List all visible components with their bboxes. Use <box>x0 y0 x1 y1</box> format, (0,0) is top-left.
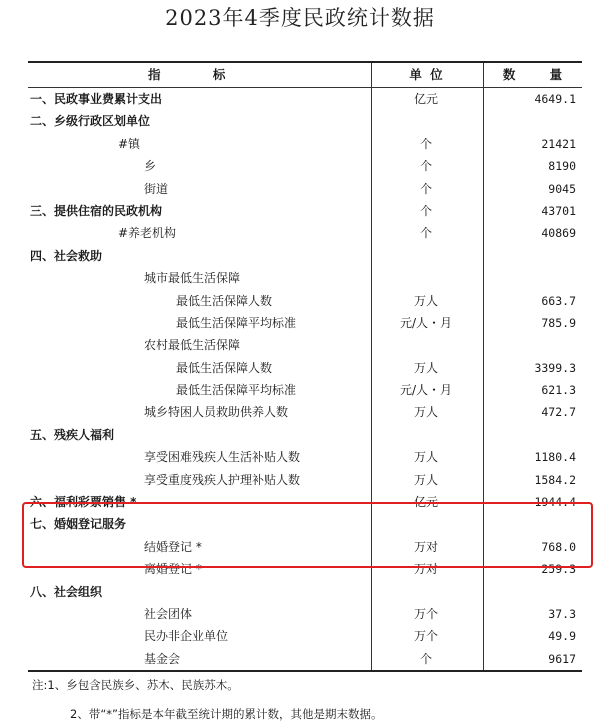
row-unit: 个 <box>419 181 432 196</box>
column-divider-unit <box>371 63 372 670</box>
row-indicator-name: 结婚登记 * <box>144 539 202 554</box>
row-value: 49.9 <box>548 629 576 644</box>
row-unit: 万个 <box>413 629 438 644</box>
table-row <box>28 424 582 446</box>
row-value: 37.3 <box>548 606 576 621</box>
table-row <box>28 110 582 132</box>
marriage-registration-highlight-box <box>22 502 593 568</box>
table-row <box>28 88 582 110</box>
row-indicator-name: 最低生活保障平均标准 <box>176 383 297 398</box>
table-row <box>28 312 582 334</box>
row-unit: 个 <box>419 203 432 218</box>
table-row <box>28 200 582 222</box>
row-unit: 万人 <box>413 405 438 420</box>
row-indicator-name: 二、乡级行政区划单位 <box>30 114 151 129</box>
row-value: 621.3 <box>541 383 576 398</box>
table-body <box>28 88 582 670</box>
row-indicator-name: 城市最低生活保障 <box>144 271 241 286</box>
header-indicator: 指 标 <box>148 67 226 82</box>
row-indicator-name: 一、民政事业费累计支出 <box>30 92 163 106</box>
row-unit: 个 <box>419 651 432 666</box>
row-unit: 万人 <box>413 450 438 465</box>
row-value: 1944.4 <box>534 495 576 510</box>
row-indicator-name: 七、婚姻登记服务 <box>30 517 127 532</box>
header-value: 数 量 <box>502 67 563 82</box>
row-indicator-name: 享受困难残疾人生活补贴人数 <box>144 450 301 465</box>
row-value: 9045 <box>548 181 576 196</box>
row-unit: 个 <box>419 136 432 151</box>
table-row <box>28 155 582 177</box>
table-row <box>28 357 582 379</box>
row-unit: 万个 <box>413 606 438 621</box>
row-value: 8190 <box>548 159 576 174</box>
row-indicator-name: 最低生活保障人数 <box>176 360 273 375</box>
table-row <box>28 625 582 647</box>
statistics-table <box>28 61 582 672</box>
table-row <box>28 267 582 289</box>
row-unit: 万对 <box>413 539 438 554</box>
row-indicator-name: #养老机构 <box>118 226 177 241</box>
table-row <box>28 379 582 401</box>
row-value: 1180.4 <box>534 450 576 465</box>
row-unit: 亿元 <box>413 92 438 106</box>
row-indicator-name: 离婚登记 * <box>144 562 202 577</box>
table-row <box>28 133 582 155</box>
row-value: 472.7 <box>541 405 576 420</box>
row-value: 9617 <box>548 651 576 666</box>
row-value: 663.7 <box>541 293 576 308</box>
table-row <box>28 469 582 491</box>
row-indicator-name: 享受重度残疾人护理补贴人数 <box>144 472 301 487</box>
row-value: 1584.2 <box>534 472 576 487</box>
row-value: 21421 <box>541 136 576 151</box>
table-row <box>28 290 582 312</box>
table-header <box>28 63 582 88</box>
row-unit: 个 <box>419 226 432 241</box>
row-indicator-name: 民办非企业单位 <box>144 629 229 644</box>
table-row <box>28 222 582 244</box>
row-indicator-name: 城乡特困人员救助供养人数 <box>144 405 289 420</box>
table-row <box>28 603 582 625</box>
row-unit: 万人 <box>413 293 438 308</box>
table-row <box>28 334 582 356</box>
row-value: 785.9 <box>541 315 576 330</box>
table-row <box>28 648 582 670</box>
row-value: 259.3 <box>541 562 576 577</box>
row-unit: 亿元 <box>413 495 438 510</box>
row-value: 4649.1 <box>534 92 576 106</box>
row-indicator-name: 最低生活保障人数 <box>176 293 273 308</box>
row-value: 40869 <box>541 226 576 241</box>
row-indicator-name: 三、提供住宿的民政机构 <box>30 203 163 218</box>
table-row <box>28 245 582 267</box>
row-indicator-name: 农村最低生活保障 <box>144 338 241 353</box>
header-unit: 单 位 <box>409 67 443 82</box>
row-indicator-name: 基金会 <box>144 651 181 666</box>
row-unit: 万对 <box>413 562 438 577</box>
row-indicator-name: 四、社会救助 <box>30 248 103 263</box>
row-indicator-name: 六、福利彩票销售 * <box>30 495 137 510</box>
row-indicator-name: 街道 <box>144 181 169 196</box>
row-indicator-name: 五、残疾人福利 <box>30 427 115 442</box>
note-1: 注:1、乡包含民族乡、苏木、民族苏木。 <box>32 678 239 692</box>
table-row <box>28 401 582 423</box>
table-row <box>28 581 582 603</box>
note-2: 2、带“*”指标是本年截至统计期的累计数，其他是期末数据。 <box>70 707 383 721</box>
row-indicator-name: 八、社会组织 <box>30 584 103 599</box>
row-value: 43701 <box>541 203 576 218</box>
row-indicator-name: #镇 <box>118 136 141 151</box>
row-value: 768.0 <box>541 539 576 554</box>
row-indicator-name: 乡 <box>144 159 157 174</box>
row-unit: 万人 <box>413 360 438 375</box>
row-unit: 万人 <box>413 472 438 487</box>
table-row <box>28 178 582 200</box>
page-title: 2023年4季度民政统计数据 <box>165 6 435 30</box>
row-unit: 元/人・月 <box>399 315 453 330</box>
row-unit: 元/人・月 <box>399 383 453 398</box>
column-divider-value <box>483 63 484 670</box>
row-indicator-name: 最低生活保障平均标准 <box>176 315 297 330</box>
row-value: 3399.3 <box>534 360 576 375</box>
row-unit: 个 <box>419 159 432 174</box>
row-indicator-name: 社会团体 <box>144 606 193 621</box>
table-row <box>28 446 582 468</box>
